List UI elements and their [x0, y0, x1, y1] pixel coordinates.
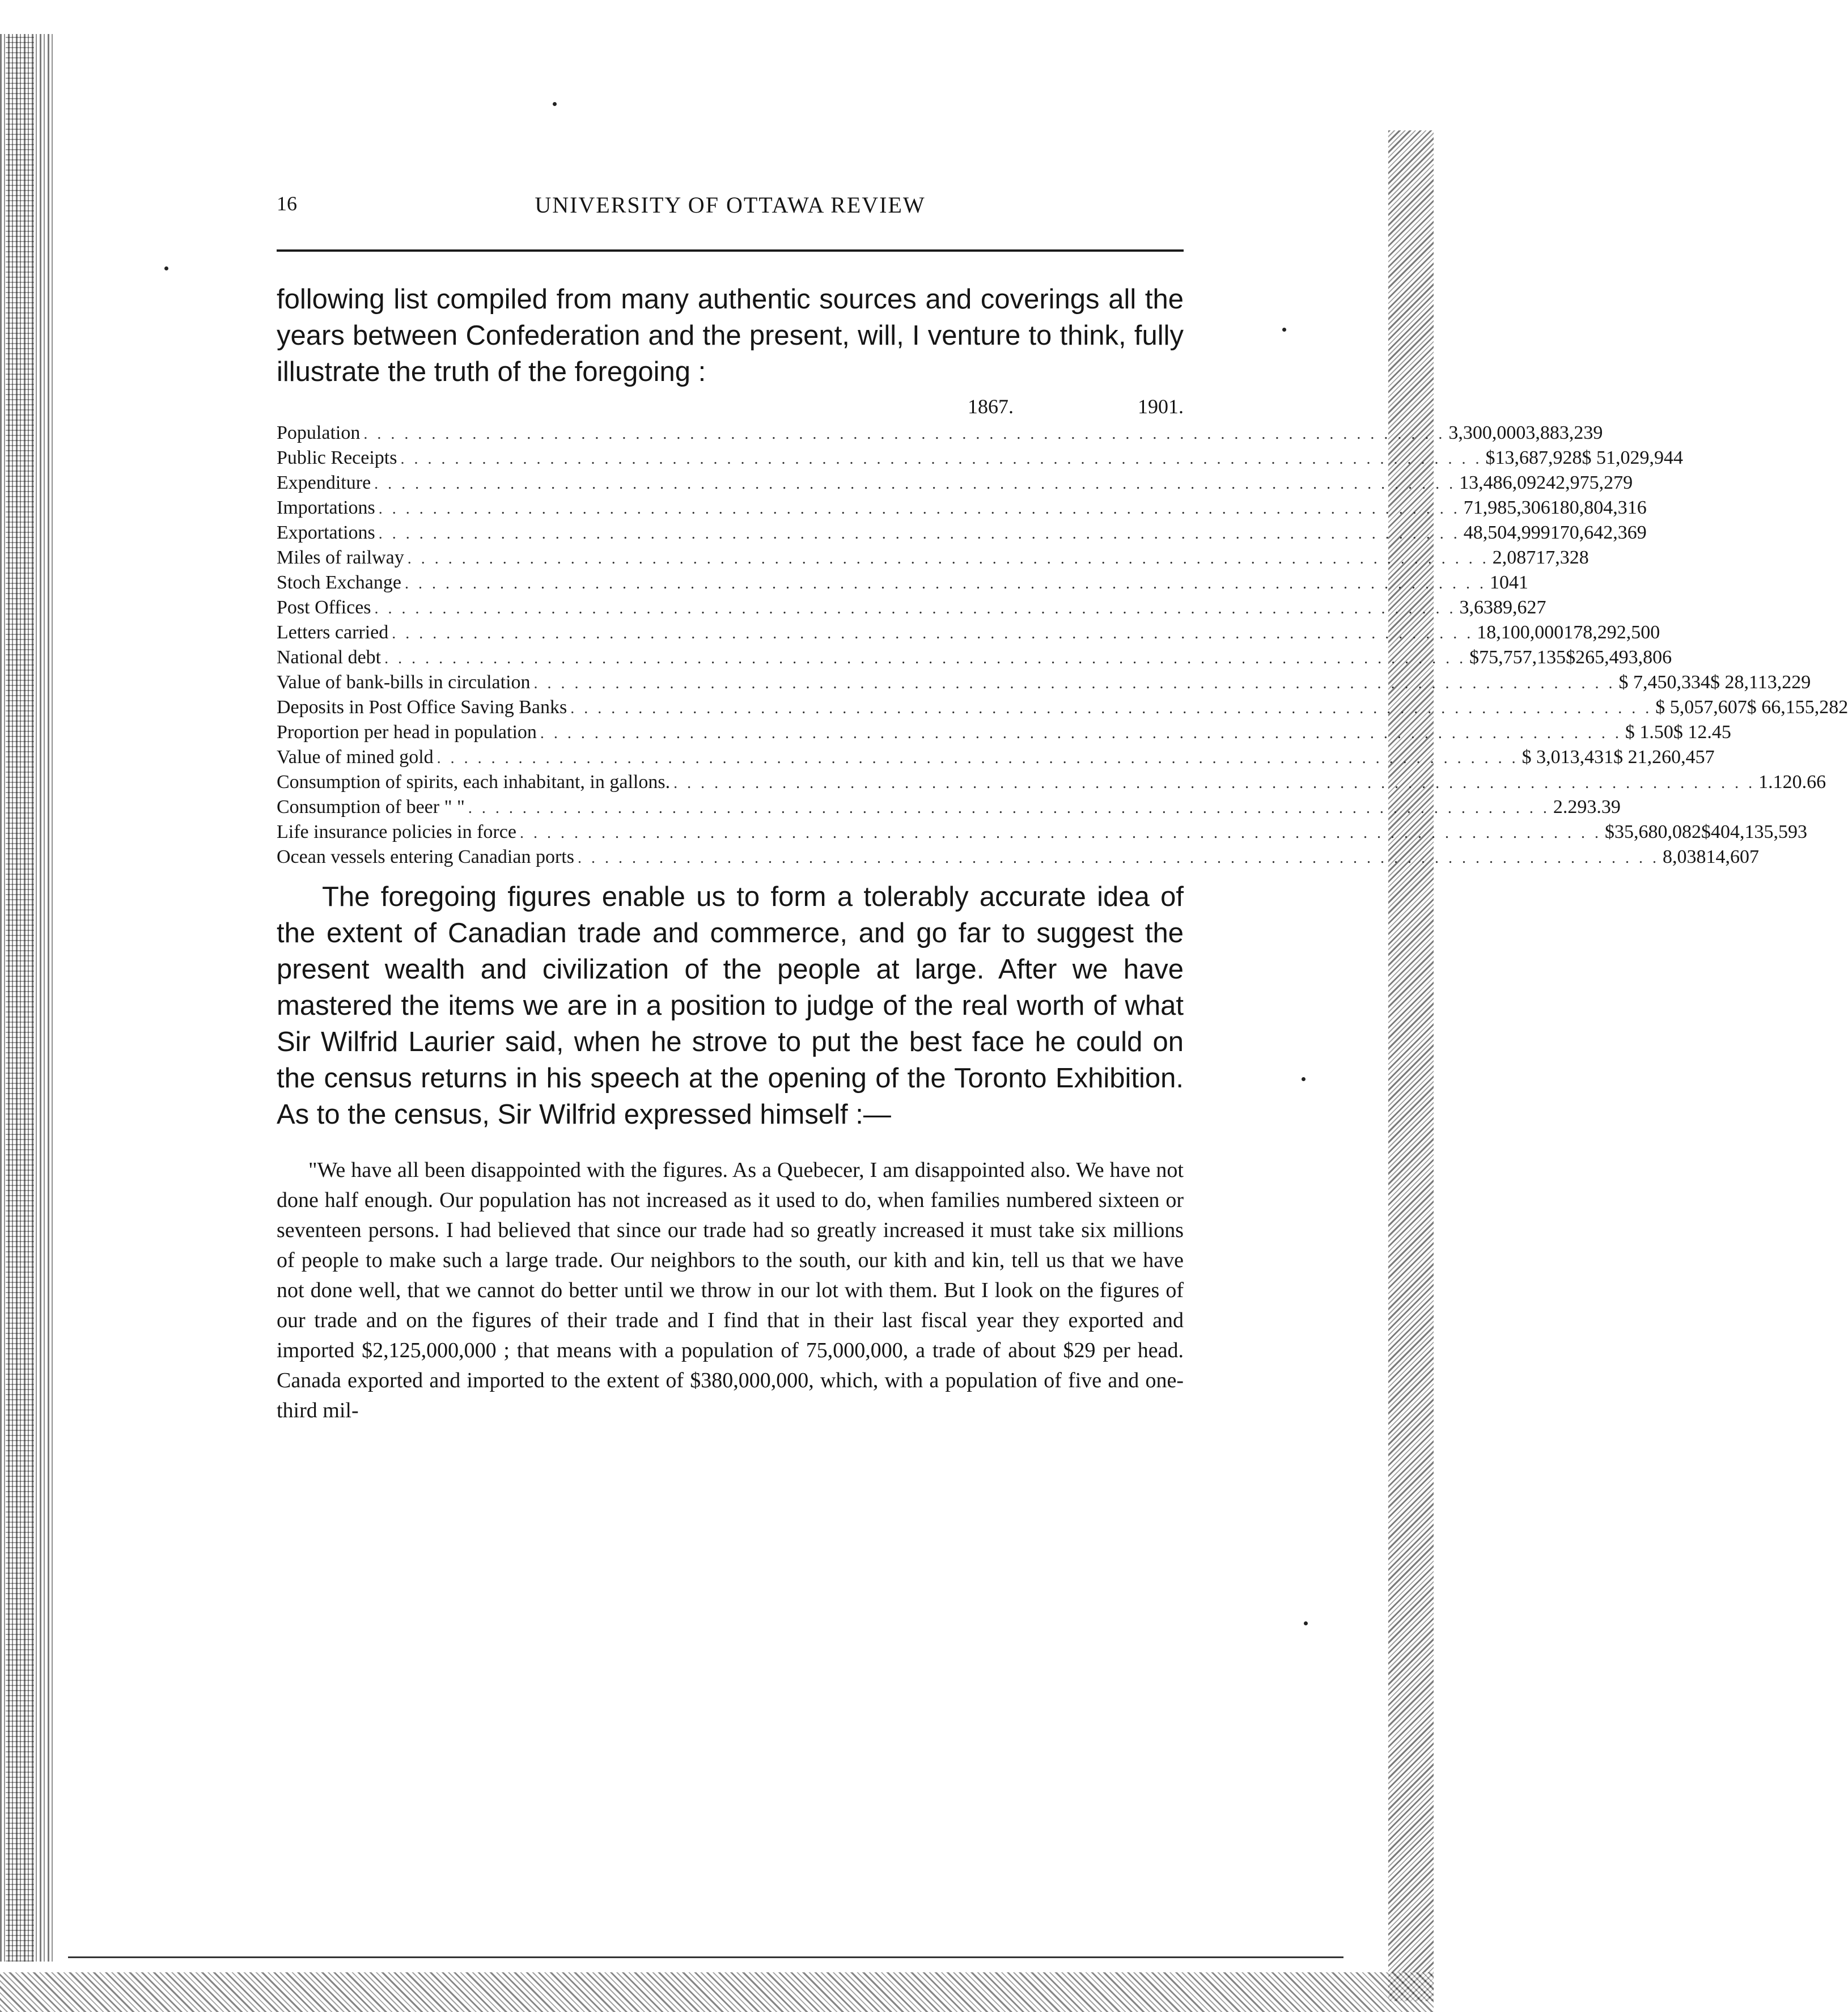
row-label: Population	[277, 422, 361, 443]
value-1867: 2.29	[1553, 797, 1587, 817]
table-row	[277, 595, 1546, 620]
table-row	[277, 545, 1589, 570]
dot-leader: . . . . . . . . . . . . . . . . . . . . . . . . . . . . . . . . . . . . . . . . . . . . . . . . . . . . . . . . . . . . . . . . . . . . . . . . . . . . . . . .	[468, 799, 1550, 817]
dot-leader: . . . . . . . . . . . . . . . . . . . . . . . . . . . . . . . . . . . . . . . . . . . . . . . . . . . . . . . . . . . . . . . . . . . . . . . . . . . . . . . .	[577, 849, 1659, 867]
running-head	[277, 187, 1184, 227]
value-1867: $75,757,135	[1469, 647, 1566, 668]
value-1901: $265,493,806	[1566, 647, 1672, 668]
table-row	[277, 745, 1715, 770]
column-header-1901: 1901.	[1138, 395, 1184, 418]
dot-leader: . . . . . . . . . . . . . . . . . . . . . . . . . . . . . . . . . . . . . . . . . . . . . . . . . . . . . . . . . . . . . . . . . . . . . . . . . . . . . . . .	[384, 650, 1466, 667]
table-row	[277, 471, 1633, 495]
dot-leader: . . . . . . . . . . . . . . . . . . . . . . . . . . . . . . . . . . . . . . . . . . . . . . . . . . . . . . . . . . . . . . . . . . . . . . . . . . . . . . . .	[519, 824, 1601, 842]
table-rows	[277, 421, 1848, 870]
table-row	[277, 570, 1528, 595]
value-1867: 1.12	[1758, 772, 1792, 793]
dot-leader: . . . . . . . . . . . . . . . . . . . . . . . . . . . . . . . . . . . . . . . . . . . . . . . . . . . . . . . . . . . . . . . . . . . . . . . . . . . . . . . .	[363, 425, 1446, 443]
table-row	[277, 695, 1848, 720]
value-1867: $ 7,450,334	[1618, 672, 1711, 693]
row-label: Post Offices	[277, 597, 371, 618]
value-1901: 170,642,369	[1550, 522, 1647, 543]
value-1901: 0.66	[1792, 772, 1826, 793]
value-1901: 42,975,279	[1546, 472, 1633, 493]
value-1867: 3,638	[1459, 597, 1503, 618]
scan-speck	[553, 102, 557, 106]
value-1901: $ 66,155,282	[1747, 697, 1848, 718]
row-label: Public Receipts	[277, 447, 397, 468]
dot-leader: . . . . . . . . . . . . . . . . . . . . . . . . . . . . . . . . . . . . . . . . . . . . . . . . . . . . . . . . . . . . . . . . . . . . . . . . . . . . . . . .	[374, 600, 1456, 617]
row-label: Expenditure	[277, 472, 371, 493]
row-label: Consumption of beer " "	[277, 797, 465, 817]
row-label: National debt	[277, 647, 382, 668]
scan-speck	[1304, 1621, 1308, 1625]
value-1901: 180,804,316	[1550, 497, 1647, 518]
body-paragraph: The foregoing figures enable us to form a tolerably accurate idea of the extent of Canadian trade and commerce, and go far to suggest the present wealth and civilization of the people at large. After we have mastered the items we are in a position to judge of the real worth of what Sir Wilfrid Laurier said, when he strove to put the best face he could on the census returns in his speech at the opening of the Toronto Exhibition. As to the census, Sir Wilfrid expressed himself :—	[277, 882, 1184, 1130]
table-row	[277, 720, 1731, 745]
table-row	[277, 820, 1807, 845]
table-row	[277, 770, 1826, 795]
row-label: Exportations	[277, 522, 375, 543]
table-row	[277, 645, 1672, 670]
row-label: Importations	[277, 497, 375, 518]
dot-leader: . . . . . . . . . . . . . . . . . . . . . . . . . . . . . . . . . . . . . . . . . . . . . . . . . . . . . . . . . . . . . . . . . . . . . . . . . . . . . . . .	[405, 575, 1486, 592]
row-label: Ocean vessels entering Canadian ports	[277, 846, 574, 867]
scan-edge-left-lines	[6, 34, 34, 1962]
table-row	[277, 495, 1647, 520]
value-1867: 10	[1490, 572, 1509, 593]
value-1901: $ 51,029,944	[1582, 447, 1683, 468]
table-row	[277, 795, 1621, 820]
scan-speck	[164, 266, 168, 270]
table-row	[277, 845, 1759, 870]
dot-leader: . . . . . . . . . . . . . . . . . . . . . . . . . . . . . . . . . . . . . . . . . . . . . . . . . . . . . . . . . . . . . . . . . . . . . . . . . . . . . . . .	[540, 725, 1622, 742]
value-1901: 3,883,239	[1525, 422, 1603, 443]
table-row	[277, 620, 1660, 645]
value-1867: 2,087	[1492, 547, 1536, 568]
row-label: Life insurance policies in force	[277, 821, 516, 842]
dot-leader: . . . . . . . . . . . . . . . . . . . . . . . . . . . . . . . . . . . . . . . . . . . . . . . . . . . . . . . . . . . . . . . . . . . . . . . . . . . . . . . .	[407, 550, 1489, 567]
scan-edge-bottom	[0, 1972, 1434, 2012]
value-1901: 178,292,500	[1563, 622, 1660, 643]
intro-paragraph: following list compiled from many authentic sources and coverings all the years between Confederation and the present, will, I venture to think, fully illustrate the truth of the foregoing :	[277, 284, 1184, 387]
dot-leader: . . . . . . . . . . . . . . . . . . . . . . . . . . . . . . . . . . . . . . . . . . . . . . . . . . . . . . . . . . . . . . . . . . . . . . . . . . . . . . . .	[533, 675, 1616, 692]
dot-leader: . . . . . . . . . . . . . . . . . . . . . . . . . . . . . . . . . . . . . . . . . . . . . . . . . . . . . . . . . . . . . . . . . . . . . . . . . . . . . . . .	[378, 525, 1460, 543]
value-1901: $404,135,593	[1701, 821, 1807, 842]
dot-leader: . . . . . . . . . . . . . . . . . . . . . . . . . . . . . . . . . . . . . . . . . . . . . . . . . . . . . . . . . . . . . . . . . . . . . . . . . . . . . . . .	[570, 700, 1652, 717]
dot-leader: . . . . . . . . . . . . . . . . . . . . . . . . . . . . . . . . . . . . . . . . . . . . . . . . . . . . . . . . . . . . . . . . . . . . . . . . . . . . . . . .	[400, 450, 1482, 468]
value-1867: 13,486,092	[1459, 472, 1546, 493]
scan-bottom-rule	[68, 1956, 1343, 1958]
table-row	[277, 520, 1647, 545]
column-header-1867: 1867.	[968, 395, 1014, 418]
row-label: Consumption of spirits, each inhabitant, in gallons.	[277, 772, 671, 793]
row-label: Deposits in Post Office Saving Banks	[277, 697, 567, 718]
row-label: Letters carried	[277, 622, 389, 643]
value-1867: 71,985,306	[1463, 497, 1550, 518]
table-row	[277, 446, 1683, 471]
journal-title: UNIVERSITY OF OTTAWA REVIEW	[535, 192, 926, 218]
row-label: Miles of railway	[277, 547, 404, 568]
row-label: Proportion per head in population	[277, 722, 537, 743]
row-label: Value of bank-bills in circulation	[277, 672, 531, 693]
value-1867: 48,504,999	[1463, 522, 1550, 543]
scan-edge-right	[1388, 130, 1434, 2001]
value-1867: $13,687,928	[1485, 447, 1582, 468]
value-1867: $35,680,082	[1604, 821, 1701, 842]
page-content	[277, 187, 1848, 1426]
scan-speck	[1282, 328, 1286, 332]
page-number: 16	[277, 192, 297, 215]
value-1901: $ 28,113,229	[1710, 672, 1811, 693]
value-1901: 9,627	[1503, 597, 1546, 618]
value-1901: 3.39	[1587, 797, 1621, 817]
dot-leader: . . . . . . . . . . . . . . . . . . . . . . . . . . . . . . . . . . . . . . . . . . . . . . . . . . . . . . . . . . . . . . . . . . . . . . . . . . . . . . . .	[378, 500, 1460, 518]
value-1901: $ 21,260,457	[1613, 747, 1715, 768]
statistics-table	[277, 393, 1848, 870]
value-1901: 14,607	[1706, 846, 1759, 867]
row-label: Value of mined gold	[277, 747, 434, 768]
table-year-header	[277, 393, 1184, 421]
table-row	[277, 670, 1811, 695]
dot-leader: . . . . . . . . . . . . . . . . . . . . . . . . . . . . . . . . . . . . . . . . . . . . . . . . . . . . . . . . . . . . . . . . . . . . . . . . . . . . . . . .	[436, 749, 1519, 767]
dot-leader: . . . . . . . . . . . . . . . . . . . . . . . . . . . . . . . . . . . . . . . . . . . . . . . . . . . . . . . . . . . . . . . . . . . . . . . . . . . . . . . .	[374, 475, 1456, 493]
header-rule	[277, 249, 1184, 252]
value-1867: 3,300,000	[1448, 422, 1526, 443]
dot-leader: . . . . . . . . . . . . . . . . . . . . . . . . . . . . . . . . . . . . . . . . . . . . . . . . . . . . . . . . . . . . . . . . . . . . . . . . . . . . . . . .	[392, 625, 1474, 642]
value-1901: 41	[1509, 572, 1528, 593]
value-1901: 17,328	[1536, 547, 1589, 568]
value-1867: 18,100,000	[1477, 622, 1564, 643]
quote-paragraph: "We have all been disappointed with the figures. As a Quebecer, I am disappointed also. We have not done half enough. Our population has not increased as it used to do, when families numbered sixteen or seventeen persons. I had believed that since our trade had so greatly increased it must take six millions of people to make such a large trade. Our neighbors to the south, our kith and kin, tell us that we have not done well, that we cannot do better until we throw in our lot with them. But I look on the figures of our trade and on the figures of their trade and I find that in their last fiscal year they exported and imported $2,125,000,000 ; that means with a population of 75,000,000, a trade of about $29 per head. Canada exported and imported to the extent of $380,000,000, which, with a population of five and one-third mil-	[277, 1158, 1184, 1422]
value-1867: $ 5,057,607	[1655, 697, 1747, 718]
value-1867: 8,038	[1662, 846, 1706, 867]
row-label: Stoch Exchange	[277, 572, 401, 593]
value-1901: $ 12.45	[1673, 722, 1731, 743]
dot-leader: . . . . . . . . . . . . . . . . . . . . . . . . . . . . . . . . . . . . . . . . . . . . . . . . . . . . . . . . . . . . . . . . . . . . . . . . . . . . . . . .	[673, 774, 1756, 792]
value-1867: $ 1.50	[1625, 722, 1673, 743]
value-1867: $ 3,013,431	[1521, 747, 1614, 768]
table-row	[277, 421, 1603, 446]
scan-speck	[1302, 1077, 1306, 1081]
